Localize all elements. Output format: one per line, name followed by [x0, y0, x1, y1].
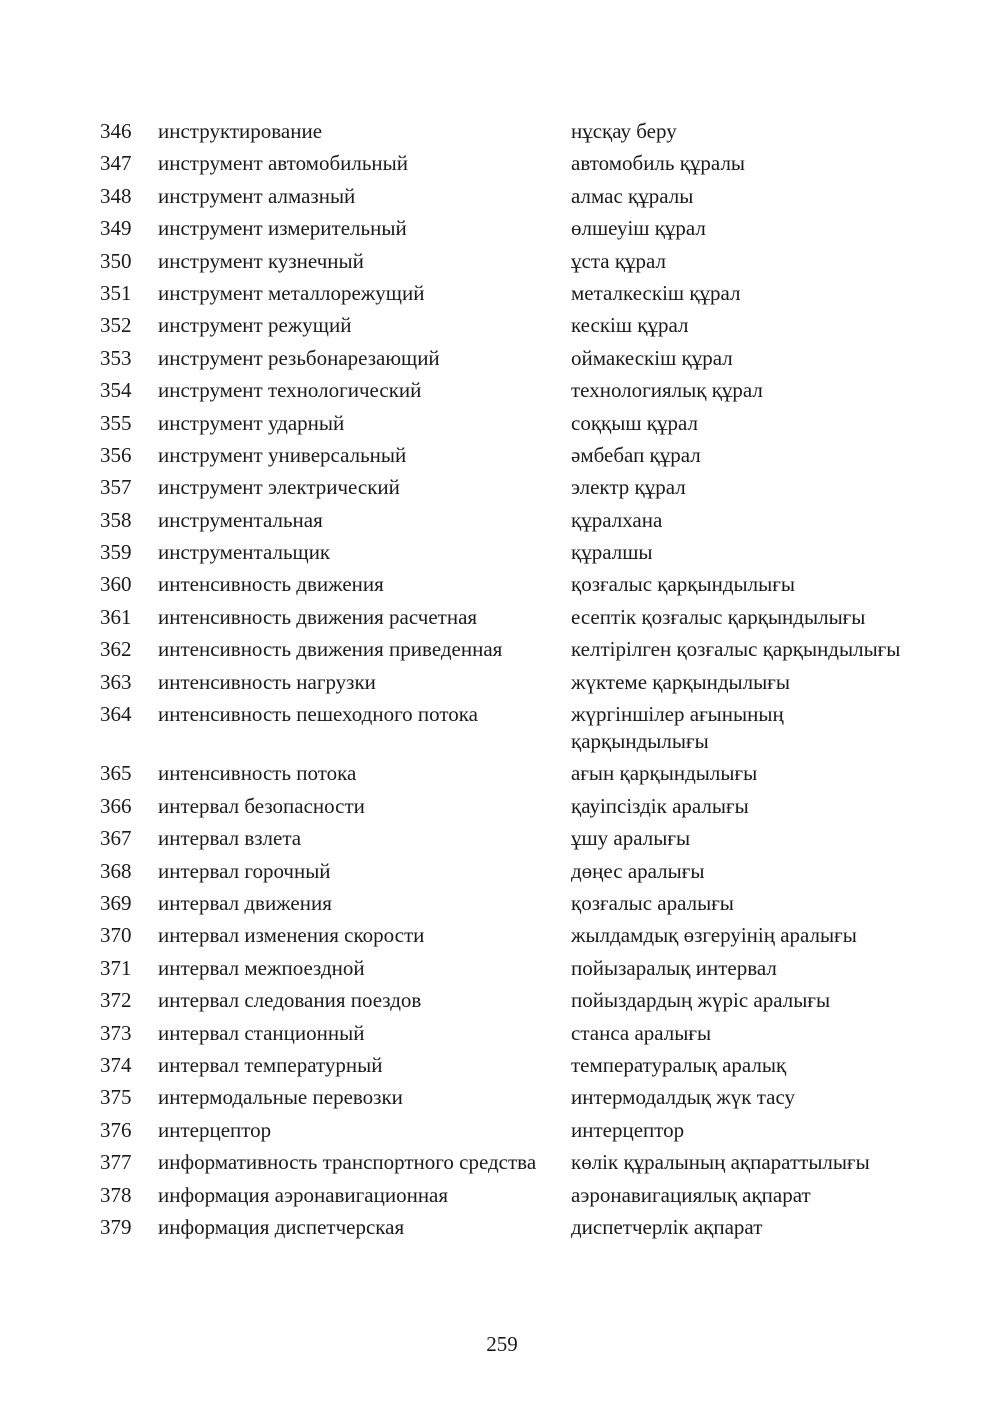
- entry-number: 360: [100, 572, 132, 597]
- russian-term: инструментальщик: [158, 540, 331, 565]
- kazakh-term: станса аралығы: [571, 1020, 712, 1045]
- entry-number: 376: [100, 1117, 132, 1142]
- russian-term: инструктирование: [158, 119, 323, 143]
- glossary-entry: [100, 1149, 920, 1176]
- entry-number: 361: [100, 604, 132, 629]
- kazakh-term: диспетчерлік ақпарат: [571, 1214, 763, 1239]
- entry-number: 373: [100, 1020, 132, 1045]
- kazakh-term: келтірілген қозғалыс қарқындылығы: [571, 637, 901, 662]
- entry-number: 347: [100, 151, 132, 176]
- russian-term: инструментальная: [158, 507, 323, 532]
- russian-term: инструмент электрический: [158, 475, 400, 500]
- entry-number: 367: [100, 826, 132, 851]
- kazakh-term: пойызаралық интервал: [571, 955, 777, 980]
- russian-term: инструмент алмазный: [158, 183, 356, 208]
- glossary-entry: [100, 890, 920, 917]
- entry-number: 357: [100, 475, 132, 500]
- russian-term: интенсивность движения расчетная: [158, 604, 478, 629]
- kazakh-term: электр құрал: [571, 475, 686, 500]
- russian-term: инструмент резьбонарезающий: [158, 345, 440, 370]
- russian-term: интервал движения: [158, 890, 332, 915]
- kazakh-term: жүргіншілер ағынының қарқындылығы: [571, 702, 784, 754]
- entry-number: 375: [100, 1085, 132, 1110]
- kazakh-term: құралхана: [571, 507, 663, 532]
- entry-number: 359: [100, 540, 132, 565]
- kazakh-term: ағын қарқындылығы: [571, 761, 758, 786]
- entry-number: 354: [100, 378, 132, 403]
- glossary-entry: [100, 955, 920, 982]
- entry-number: 369: [100, 890, 132, 915]
- entry-number: 368: [100, 858, 132, 883]
- russian-term: интервал горочный: [158, 858, 331, 883]
- russian-term: интервал следования поездов: [158, 988, 422, 1013]
- kazakh-term: әмбебап құрал: [571, 442, 701, 467]
- glossary-entry: [100, 669, 920, 696]
- russian-term: инструмент ударный: [158, 410, 345, 435]
- page-number: 259: [486, 1332, 518, 1356]
- glossary-entry: [100, 1117, 920, 1144]
- entry-number: 352: [100, 313, 132, 338]
- glossary-entry: [100, 474, 920, 501]
- kazakh-term: пойыздардың жүріс аралығы: [571, 988, 831, 1013]
- russian-term: интенсивность потока: [158, 761, 357, 786]
- glossary-entry: [100, 410, 920, 437]
- russian-term: интерцептор: [158, 1117, 272, 1142]
- entry-number: 372: [100, 988, 132, 1013]
- russian-term: интенсивность нагрузки: [158, 669, 376, 694]
- kazakh-term: металкескіш құрал: [571, 280, 741, 305]
- entry-number: 362: [100, 637, 132, 662]
- glossary-entry: [100, 280, 920, 307]
- entry-number: 377: [100, 1150, 132, 1175]
- kazakh-term: жүктеме қарқындылығы: [571, 669, 790, 694]
- russian-term: инструмент технологический: [158, 378, 422, 403]
- russian-term: информация диспетчерская: [158, 1214, 405, 1239]
- entry-number: 364: [100, 702, 132, 727]
- russian-term: инструмент режущий: [158, 313, 352, 338]
- glossary-entry: [100, 701, 920, 755]
- russian-term: инструмент измерительный: [158, 216, 407, 241]
- russian-term: интервал станционный: [158, 1020, 365, 1045]
- glossary-entry: [100, 183, 920, 210]
- entry-number: 355: [100, 410, 132, 435]
- kazakh-term: температуралық аралық: [571, 1052, 787, 1077]
- entry-number: 349: [100, 216, 132, 241]
- russian-term: интервал температурный: [158, 1052, 383, 1077]
- entry-number: 351: [100, 280, 132, 305]
- glossary-entry: [100, 507, 920, 534]
- glossary-entry: [100, 858, 920, 885]
- kazakh-term: алмас құралы: [571, 183, 694, 208]
- entry-number: 346: [100, 119, 132, 143]
- glossary-entry: [100, 377, 920, 404]
- kazakh-term: оймакескіш құрал: [571, 345, 733, 370]
- glossary-entry: [100, 312, 920, 339]
- kazakh-term: көлік құралының ақпараттылығы: [571, 1150, 870, 1175]
- kazakh-term: өлшеуіш құрал: [571, 216, 706, 241]
- russian-term: инструмент универсальный: [158, 442, 407, 467]
- glossary-entry: [100, 922, 920, 949]
- glossary-entry: [100, 604, 920, 631]
- kazakh-term: кескіш құрал: [571, 313, 689, 338]
- entry-number: 374: [100, 1052, 132, 1077]
- russian-term: интенсивность пешеходного потока: [158, 702, 478, 727]
- kazakh-term: құралшы: [571, 540, 653, 565]
- russian-term: информативность транспортного средства: [158, 1150, 537, 1175]
- glossary-entry: [100, 248, 920, 275]
- russian-term: инструмент кузнечный: [158, 248, 364, 273]
- russian-term: инструмент автомобильный: [158, 151, 409, 176]
- kazakh-term: ұшу аралығы: [571, 826, 691, 851]
- kazakh-term: интерцептор: [571, 1117, 685, 1142]
- kazakh-term: қозғалыс аралығы: [571, 890, 734, 915]
- kazakh-term: автомобиль құралы: [571, 151, 746, 176]
- glossary-entry: [100, 1084, 920, 1111]
- glossary-entry: [100, 636, 920, 663]
- kazakh-term: қозғалыс қарқындылығы: [571, 572, 795, 597]
- glossary-entry: [100, 760, 920, 787]
- glossary-entry: [100, 825, 920, 852]
- entry-number: 378: [100, 1182, 132, 1207]
- glossary-entry: [100, 793, 920, 820]
- kazakh-term: дөңес аралығы: [571, 858, 705, 883]
- kazakh-term: соққыш құрал: [571, 410, 698, 435]
- kazakh-term: нұсқау беру: [571, 119, 677, 143]
- kazakh-term: жылдамдық өзгеруінің аралығы: [571, 923, 857, 948]
- entry-number: 363: [100, 669, 132, 694]
- entry-number: 353: [100, 345, 132, 370]
- glossary-entry: [100, 539, 920, 566]
- kazakh-term: интермодалдық жүк тасу: [571, 1085, 796, 1110]
- entry-number: 365: [100, 761, 132, 786]
- kazakh-term: технологиялық құрал: [571, 378, 763, 403]
- russian-term: инструмент металлорежущий: [158, 280, 425, 305]
- russian-term: интервал безопасности: [158, 793, 365, 818]
- entry-number: 356: [100, 442, 132, 467]
- entry-number: 366: [100, 793, 132, 818]
- kazakh-term: аэронавигациялық ақпарат: [571, 1182, 811, 1207]
- russian-term: интермодальные перевозки: [158, 1085, 403, 1110]
- kazakh-term: есептік қозғалыс қарқындылығы: [571, 604, 866, 629]
- russian-term: интенсивность движения: [158, 572, 384, 597]
- entry-number: 370: [100, 923, 132, 948]
- entry-number: 348: [100, 183, 132, 208]
- glossary-entry: [100, 571, 920, 598]
- glossary-entry: [100, 118, 920, 145]
- kazakh-term: қауіпсіздік аралығы: [571, 793, 749, 818]
- russian-term: интервал межпоездной: [158, 955, 365, 980]
- entry-number: 350: [100, 248, 132, 273]
- glossary-entry: [100, 1182, 920, 1209]
- russian-term: информация аэронавигационная: [158, 1182, 449, 1207]
- russian-term: интервал взлета: [158, 826, 302, 851]
- glossary-entry: [100, 1020, 920, 1047]
- glossary-entry: [100, 442, 920, 469]
- glossary-entry: [100, 215, 920, 242]
- entry-number: 379: [100, 1214, 132, 1239]
- glossary-entry: [100, 150, 920, 177]
- glossary-table: [100, 118, 920, 1246]
- kazakh-term: ұста құрал: [571, 248, 667, 273]
- glossary-entry: [100, 1214, 920, 1241]
- russian-term: интенсивность движения приведенная: [158, 637, 503, 662]
- glossary-entry: [100, 987, 920, 1014]
- glossary-entry: [100, 1052, 920, 1079]
- glossary-entry: [100, 345, 920, 372]
- entry-number: 358: [100, 507, 132, 532]
- entry-number: 371: [100, 955, 132, 980]
- russian-term: интервал изменения скорости: [158, 923, 425, 948]
